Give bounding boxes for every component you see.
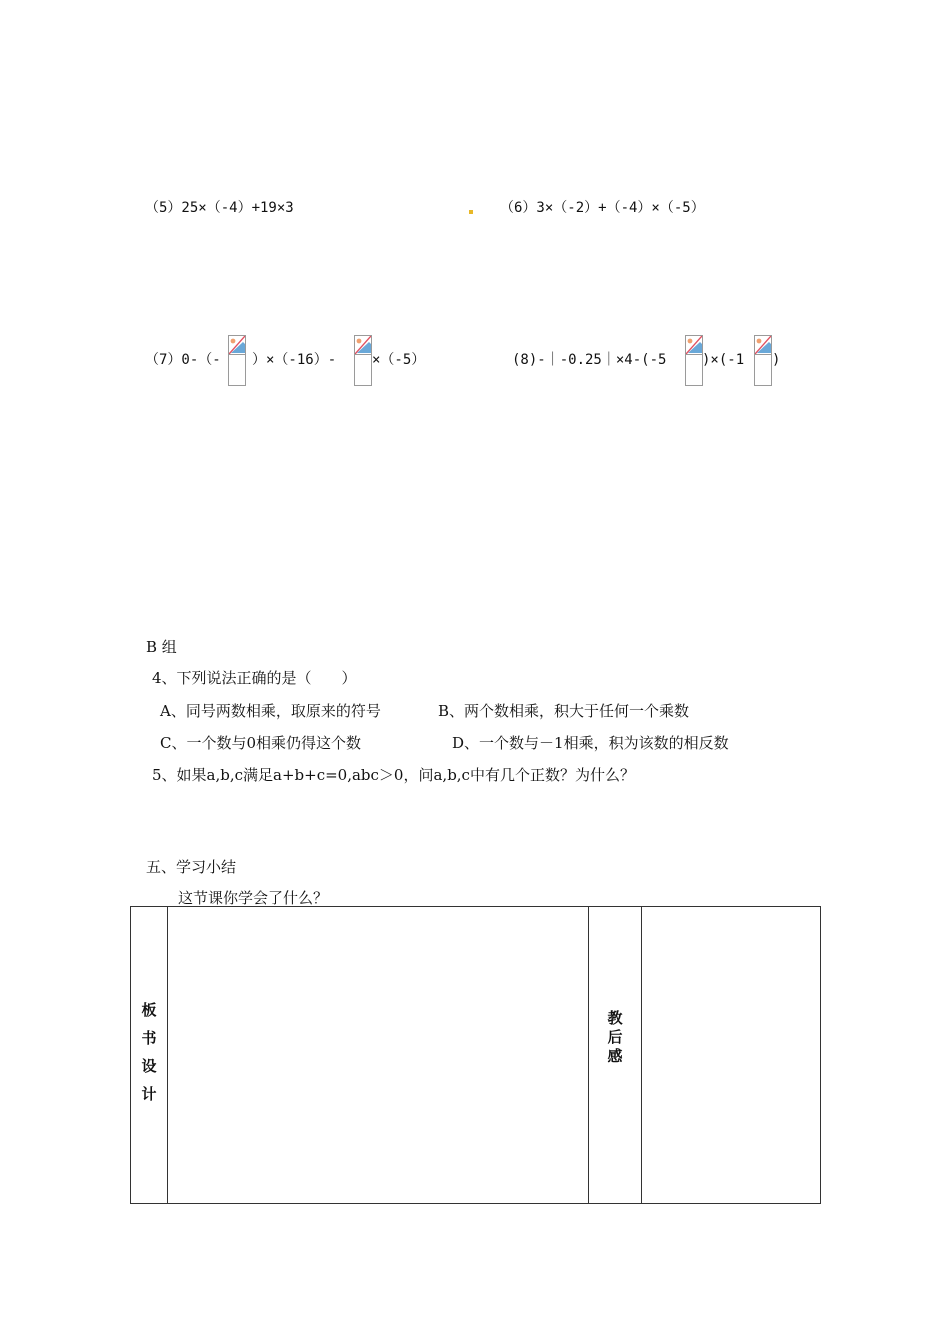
problem-7-part-a: （7）0-（-: [145, 352, 221, 368]
problem-5: （5）25×（-4）+19×3: [145, 200, 294, 216]
problem-6: （6）3×（-2）+（-4）×（-5）: [500, 200, 705, 216]
board-design-label-cell: [131, 907, 168, 1204]
fraction-image-3: [685, 335, 703, 386]
question-5: 5、如果a,b,c满足a+b+c=0,abc＞0，问a,b,c中有几个正数？为什么？: [152, 766, 635, 784]
question-4: 4、下列说法正确的是（ ）: [152, 669, 357, 687]
fraction-image-4: [754, 335, 772, 386]
problem-8-part-b: )×(-1: [702, 352, 745, 368]
reflection-label-cell: [589, 907, 642, 1204]
edit-marker: [469, 210, 473, 214]
summary-prompt: 这节课你学会了什么？: [178, 889, 329, 907]
group-b-heading: B 组: [146, 638, 177, 656]
broken-image-icon: [686, 336, 702, 354]
broken-image-icon: [755, 336, 771, 354]
board-design-table: [130, 906, 821, 1204]
board-design-label: 板 书 设 计: [141, 1001, 157, 1103]
question-4-option-a: A、同号两数相乘，取原来的符号: [160, 702, 381, 720]
broken-image-icon: [355, 336, 371, 354]
question-4-option-d: D、一个数与－1相乘，积为该数的相反数: [452, 734, 729, 752]
problem-8-part-a: (8)-｜-0.25｜×4-(-5: [512, 352, 667, 368]
problem-7-part-c: ×（-5）: [372, 352, 426, 368]
summary-heading: 五、学习小结: [146, 858, 237, 876]
problem-8-part-c: ): [772, 352, 781, 368]
question-4-option-c: C、一个数与0相乘仍得这个数: [160, 734, 362, 752]
fraction-image-1: [228, 335, 246, 386]
reflection-label: 教 后 感: [607, 1008, 623, 1065]
fraction-image-2: [354, 335, 372, 386]
question-4-option-b: B、两个数相乘，积大于任何一个乘数: [438, 702, 690, 720]
broken-image-icon: [229, 336, 245, 354]
reflection-content[interactable]: [642, 907, 821, 1204]
board-design-content[interactable]: [168, 907, 589, 1204]
problem-7-part-b: ）×（-16）-: [252, 352, 337, 368]
